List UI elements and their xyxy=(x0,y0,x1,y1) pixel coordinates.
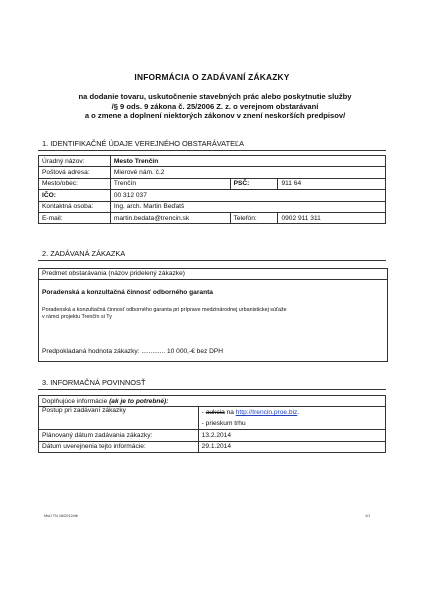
section2-heading: 2. ZADÁVANÁ ZÁKAZKA xyxy=(42,249,126,258)
section1-divider xyxy=(38,150,386,151)
city-value: Trenčín xyxy=(110,178,230,189)
footer-reference: MsÚ TN 18/2012/db xyxy=(44,514,78,518)
contact-value: Ing. arch. Martin Beďatš xyxy=(110,201,385,212)
phone-label: Telefón: xyxy=(230,212,278,223)
section3-divider xyxy=(38,389,386,390)
published-date-label: Dátum uverejnenia tejto informácie: xyxy=(39,441,199,452)
official-name-label: Úradný názov: xyxy=(39,156,111,167)
email-label: E-mail: xyxy=(39,212,111,223)
ico-label: IČO: xyxy=(39,190,111,201)
estimated-value: Predpokladaná hodnota zákazky: ............. 10 000,-€ bez DPH xyxy=(42,348,224,355)
table-row xyxy=(39,156,386,167)
table-row xyxy=(39,396,386,407)
planned-date-value: 13.2.2014 xyxy=(198,430,385,441)
additional-info-cell xyxy=(39,396,386,407)
description-line-2: v rámci projektu Trenčín si Ty xyxy=(42,314,113,321)
table-row xyxy=(39,201,386,212)
subject-description xyxy=(42,307,382,321)
additional-info-label: Doplňujúce informácie xyxy=(42,397,108,405)
information-duty-table xyxy=(38,395,386,453)
psc-label: PSČ: xyxy=(230,178,278,189)
document-title: INFORMÁCIA O ZADÁVANÍ ZÁKAZKY xyxy=(134,72,290,82)
address-value: Mierové nám. č.2 xyxy=(110,167,385,178)
procedure-item-prefix: - xyxy=(201,409,206,417)
additional-info-note: (ak je to potrebné): xyxy=(109,397,169,405)
procedure-item-market: - prieskum trhu xyxy=(201,420,246,428)
table-row xyxy=(39,190,386,201)
description-line-1: Poradenská a konzultačná činnosť odborného garanta pri príprave medzinárodnej urbanistickej súťaže xyxy=(42,307,287,313)
table-row xyxy=(39,430,386,441)
planned-date-label: Plánovaný dátum zadávania zákazky: xyxy=(39,430,199,441)
city-label: Mesto/obec: xyxy=(39,178,111,189)
procedure-item-middle: na xyxy=(224,409,236,417)
address-label: Poštová adresa: xyxy=(39,167,111,178)
section2-divider xyxy=(38,260,386,261)
document-intro xyxy=(40,92,390,121)
table-row xyxy=(39,167,386,178)
subject-label-divider xyxy=(39,279,387,280)
published-date-value: 29.1.2014 xyxy=(198,441,385,452)
procedure-value xyxy=(198,407,385,430)
table-row xyxy=(39,178,386,189)
contract-subject-box xyxy=(38,268,388,362)
subject-label: Predmet obstarávania (názov pridelený zákazke) xyxy=(42,270,185,277)
procedure-item-strike: aukcia xyxy=(205,409,225,417)
section3-heading: 3. INFORMAČNÁ POVINNOSŤ xyxy=(42,378,146,387)
procedure-auction-link[interactable]: http://trencin.proe.biz xyxy=(235,409,298,417)
table-row xyxy=(39,407,386,430)
procedure-label: Postup pri zadávaní zákazky xyxy=(39,407,199,430)
procedure-item-auction xyxy=(202,407,382,418)
footer-page-number: 1/1 xyxy=(365,514,371,518)
official-name-value: Mesto Trenčín xyxy=(110,156,385,167)
table-row xyxy=(39,212,386,223)
intro-line-3: a o zmene a doplnení niektorých zákonov v znení neskorších predpisov/ xyxy=(84,111,346,121)
contracting-authority-table xyxy=(38,155,386,224)
section1-heading: 1. IDENTIFIKAČNÉ ÚDAJE VEREJNÉHO OBSTARÁVATEĽA xyxy=(42,139,245,148)
table-row xyxy=(39,441,386,452)
phone-value: 0902 911 311 xyxy=(278,212,386,223)
ico-value: 00 312 037 xyxy=(110,190,385,201)
email-value: martin.bedata@trencin.sk xyxy=(110,212,230,223)
subject-title: Poradenská a konzultačná činnosť odborného garanta xyxy=(42,289,213,296)
intro-line-1: na dodanie tovaru, uskutočnenie stavebných prác alebo poskytnutie služby xyxy=(78,92,352,101)
contact-label: Kontaktná osoba: xyxy=(39,201,111,212)
intro-line-2: /§ 9 ods. 9 zákona č. 25/2006 Z. z. o verejnom obstarávaní xyxy=(111,101,319,111)
psc-value: 911 64 xyxy=(278,178,386,189)
procedure-item-suffix: . xyxy=(297,409,300,417)
